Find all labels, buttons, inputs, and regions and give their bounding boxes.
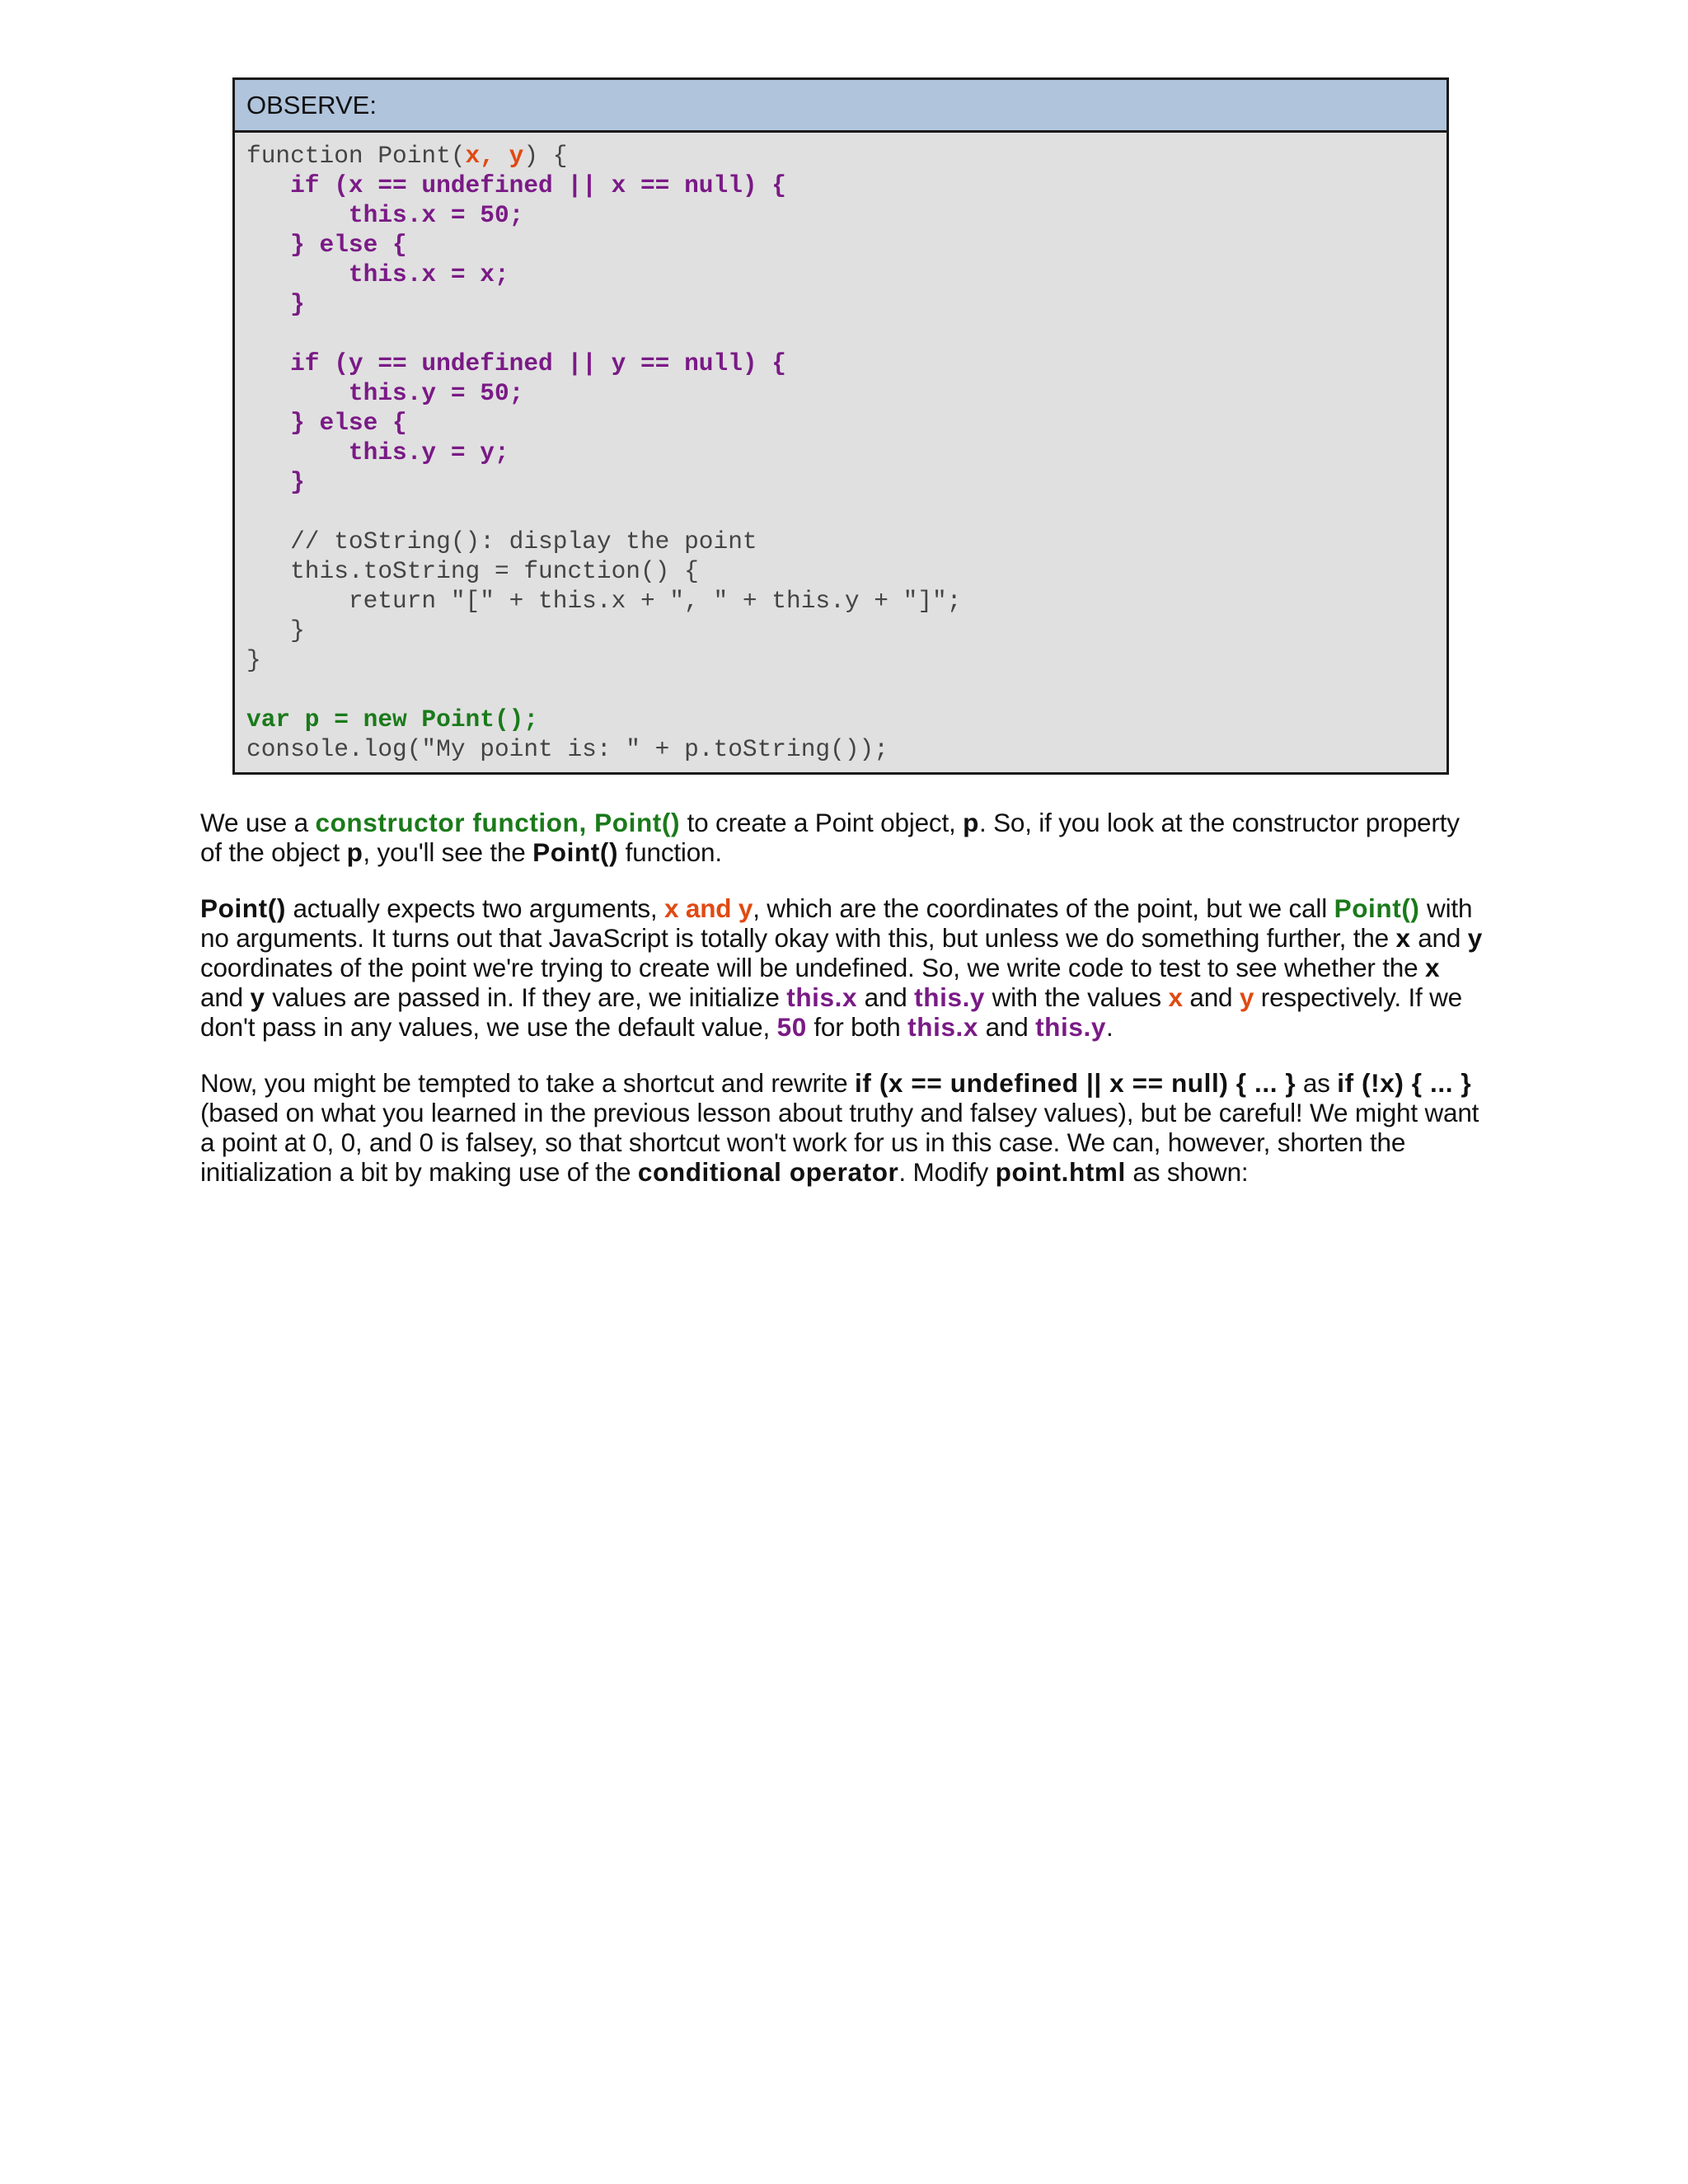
code-line [246, 586, 1447, 616]
text-run: as [1296, 1068, 1338, 1098]
text-run: with no arguments. It turns out that JavaScript is totally okay with this, but unless we do something further, the [200, 893, 1473, 953]
code-token: function Point( [246, 142, 466, 170]
text-run: Now, you might be tempted to take a shortcut and rewrite [200, 1068, 856, 1098]
text-run: with the values [985, 982, 1169, 1012]
code-token [246, 409, 290, 437]
code-token [246, 201, 349, 229]
highlight-run: this.y [914, 982, 986, 1012]
text-run: and [200, 982, 251, 1012]
code-token [246, 379, 349, 407]
text-run: . So, if you look at the constructor property of the object [200, 808, 1460, 867]
highlight-run: this.x [786, 982, 858, 1012]
code-token [246, 468, 290, 496]
text-run: , you'll see the [363, 837, 533, 867]
text-run: coordinates of the point we're trying to create will be undefined. So, we write code to test to see whether the [200, 953, 1425, 982]
highlight-run: conditional operator [637, 1157, 899, 1187]
code-token: x, y [465, 142, 524, 170]
highlight-run: this.x [907, 1012, 979, 1042]
code-line [246, 705, 1447, 734]
code-token [246, 231, 290, 259]
code-token: // toString(): display the point [246, 527, 757, 555]
code-token: if (x == undefined || x == null) { [290, 171, 787, 199]
code-token: return "[" + this.x + ", " + this.y + "]"; [246, 587, 962, 615]
code-block [235, 133, 1447, 764]
text-run: and [978, 1012, 1036, 1042]
text-run: values are passed in. If they are, we initialize [265, 982, 787, 1012]
code-line [246, 408, 1447, 438]
code-token: this.y = 50; [348, 379, 524, 407]
code-line [246, 260, 1447, 289]
highlight-run: x [1168, 982, 1183, 1012]
code-token: } [246, 646, 261, 674]
code-line [246, 349, 1447, 378]
text-run: and [1182, 982, 1240, 1012]
text-run: , which are the coordinates of the point, but we call [753, 893, 1334, 923]
text-run: . [1105, 1012, 1114, 1042]
text-run: respectively. If we don't pass in any values, we use the default value, [200, 982, 1462, 1042]
text-run: (based on what you learned in the previous lesson about truthy and falsey values), but be careful! We might want a point at 0, 0, and 0 is falsey, so that shortcut won't work for us in this case. We can, however, shorten the initialization a bit by making use of the [200, 1098, 1479, 1187]
text-run: as shown: [1125, 1157, 1249, 1187]
text-run: function. [618, 837, 722, 867]
text-run: to create a Point object, [680, 808, 964, 837]
code-token [246, 290, 290, 318]
code-token: ) { [523, 142, 568, 170]
code-token [246, 171, 290, 199]
highlight-run: y [250, 982, 265, 1012]
text-run: . Modify [898, 1157, 996, 1187]
observe-box [232, 77, 1449, 775]
code-line [246, 171, 1447, 200]
code-token [246, 438, 349, 466]
code-line [246, 467, 1447, 497]
code-token: this.toString = function() { [246, 557, 699, 585]
code-token: if (y == undefined || y == null) { [290, 349, 787, 377]
code-token: this.x = 50; [348, 201, 524, 229]
text-run: and [857, 982, 915, 1012]
highlight-run: y [1467, 923, 1483, 953]
code-line [246, 289, 1447, 319]
code-line [246, 616, 1447, 645]
code-line [246, 645, 1447, 675]
text-run: We use a [200, 808, 316, 837]
highlight-run: x and y [664, 893, 753, 923]
highlight-run: x [1395, 923, 1411, 953]
code-token [246, 349, 290, 377]
text-run: for both [806, 1012, 908, 1042]
paragraph-shortcut [200, 1068, 1486, 1187]
code-line [246, 438, 1447, 467]
highlight-run: if (x == undefined || x == null) { ... } [855, 1068, 1296, 1098]
paragraph-arguments [200, 893, 1486, 1042]
code-token: } else { [290, 231, 407, 259]
paragraph-constructor [200, 808, 1486, 867]
code-line [246, 200, 1447, 230]
highlight-run: Point() [1334, 893, 1420, 923]
code-line [246, 497, 1447, 527]
code-line [246, 319, 1447, 349]
code-token: this.x = x; [348, 260, 509, 288]
code-line [246, 378, 1447, 408]
code-token: } [290, 468, 305, 496]
highlight-run: p [346, 837, 363, 867]
text-run: and [1410, 923, 1468, 953]
code-token: console.log("My point is: " + p.toString()); [246, 735, 889, 763]
highlight-run: Point() [200, 893, 286, 923]
highlight-run: if (!x) { ... } [1337, 1068, 1472, 1098]
text-run: actually expects two arguments, [285, 893, 665, 923]
highlight-run: point.html [995, 1157, 1126, 1187]
code-line [246, 230, 1447, 260]
code-line [246, 141, 1447, 171]
code-line [246, 556, 1447, 586]
code-token: this.y = y; [348, 438, 509, 466]
highlight-run: 50 [776, 1012, 807, 1042]
observe-header: OBSERVE: [235, 80, 1447, 133]
highlight-run: this.y [1035, 1012, 1106, 1042]
code-token: var p = new Point(); [246, 705, 539, 733]
code-line [246, 527, 1447, 556]
highlight-run: y [1239, 982, 1254, 1012]
code-token: } [290, 290, 305, 318]
code-token: } [246, 616, 305, 644]
highlight-run: x [1424, 953, 1441, 982]
highlight-run: p [963, 808, 979, 837]
code-token [246, 260, 349, 288]
code-token: } else { [290, 409, 407, 437]
code-line [246, 675, 1447, 705]
highlight-run: Point() [532, 837, 619, 867]
code-line [246, 734, 1447, 764]
highlight-run: constructor function, Point() [315, 808, 681, 837]
